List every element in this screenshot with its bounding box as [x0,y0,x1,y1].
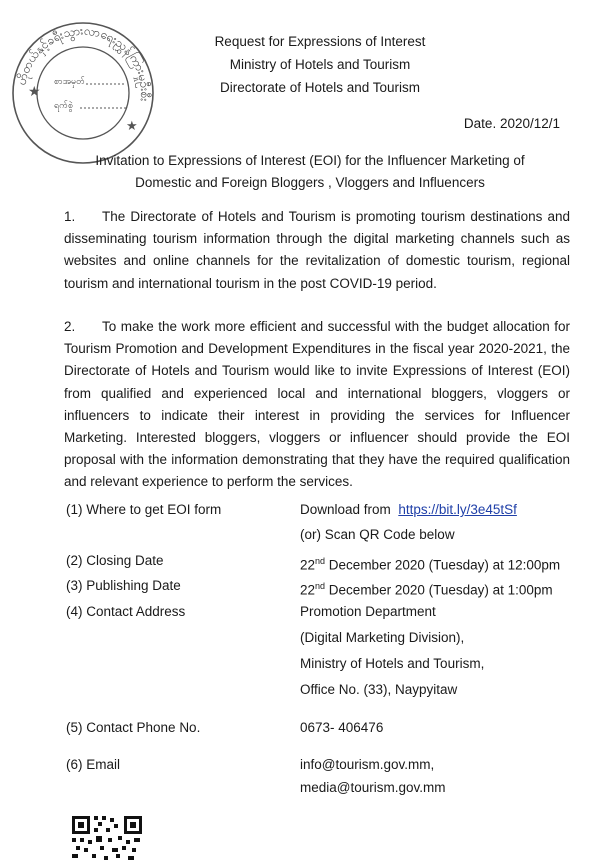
qr-code-icon[interactable] [70,814,144,862]
contact-address-line-2: (Digital Marketing Division), [300,630,465,645]
contact-address-line-1: Promotion Department [300,604,436,619]
publishing-day: 22 [300,582,316,598]
paragraph-2-number: 2. [64,319,76,334]
title-line-2: Domestic and Foreign Bloggers , Vloggers and Influencers [135,175,485,190]
official-stamp [8,18,158,168]
paragraph-2-text: To make the work more efficient and successful with the budget allocation for Tourism Promotion and Development Expenditures in the fiscal year 2020-2021, the Directorate of Hotels and Tourism would like to invite Expressions of Interest (EOI) from qualified and experienced local and international bloggers, vloggers or influencers to indicate their interest in providing the services for Influencer Marketing. Interested bloggers, vloggers or influencer should provide the EOI proposal with the information demonstrating that they have the required qualification and relevant experience to perform the services. [64,319,570,490]
header-line-3: Directorate of Hotels and Tourism [219,80,421,95]
publishing-rest: December 2020 (Tuesday) at 1:00pm [325,582,553,598]
paragraph-1-text: The Directorate of Hotels and Tourism is promoting tourism destinations and disseminating tourism information through the digital marketing channels such as websites and online channels for the revitalization of domestic tourism, regional tourism and international tourism in the post COVID-19 period. [64,209,570,291]
stamp-line2: ရက်စွဲ [54,100,74,110]
eoi-qr-instruction: (or) Scan QR Code below [300,527,455,542]
paragraph-2 [64,316,570,494]
contact-phone-value: 0673- 406476 [300,720,384,735]
header-line-2: Ministry of Hotels and Tourism [229,57,411,72]
eoi-form-label: (1) Where to get EOI form [66,502,222,517]
contact-address-line-4: Office No. (33), Naypyitaw [300,682,458,697]
closing-date-label: (2) Closing Date [66,553,164,568]
email-primary[interactable]: info@tourism.gov.mm, [300,757,435,772]
eoi-download-text: Download from [300,502,391,517]
document-title [40,150,580,194]
publishing-day-suffix: nd [315,581,326,591]
eoi-form-value [300,500,517,520]
contact-phone-label: (5) Contact Phone No. [66,720,201,735]
contact-address-line-3: Ministry of Hotels and Tourism, [300,656,485,671]
closing-date-value [300,551,560,576]
closing-day-suffix: nd [315,556,326,566]
closing-rest: December 2020 (Tuesday) at 12:00pm [325,557,561,573]
paragraph-1 [64,206,570,295]
contact-address-label: (4) Contact Address [66,604,186,619]
document-date: Date. 2020/12/1 [463,116,560,131]
stamp-star-left: ★ [28,83,41,99]
email-label: (6) Email [66,757,121,772]
stamp-star-right: ★ [126,118,138,133]
paragraph-1-number: 1. [64,209,76,224]
stamp-line1: စာအမှတ် [54,76,85,86]
publishing-date-label: (3) Publishing Date [66,578,181,593]
header-line-1: Request for Expressions of Interest [214,34,426,49]
eoi-form-link[interactable]: https://bit.ly/3e45tSf [398,502,517,517]
stamp-ring-text: ဟိုတယ်နှင့်ခရီးသွားလာရေးညွှန်ကြားမှုဦးစီး [14,23,153,102]
title-line-1: Invitation to Expressions of Interest (EOI) for the Influencer Marketing of [95,153,525,168]
publishing-date-value [300,576,553,601]
closing-day: 22 [300,557,316,573]
email-secondary[interactable]: media@tourism.gov.mm [300,780,446,795]
